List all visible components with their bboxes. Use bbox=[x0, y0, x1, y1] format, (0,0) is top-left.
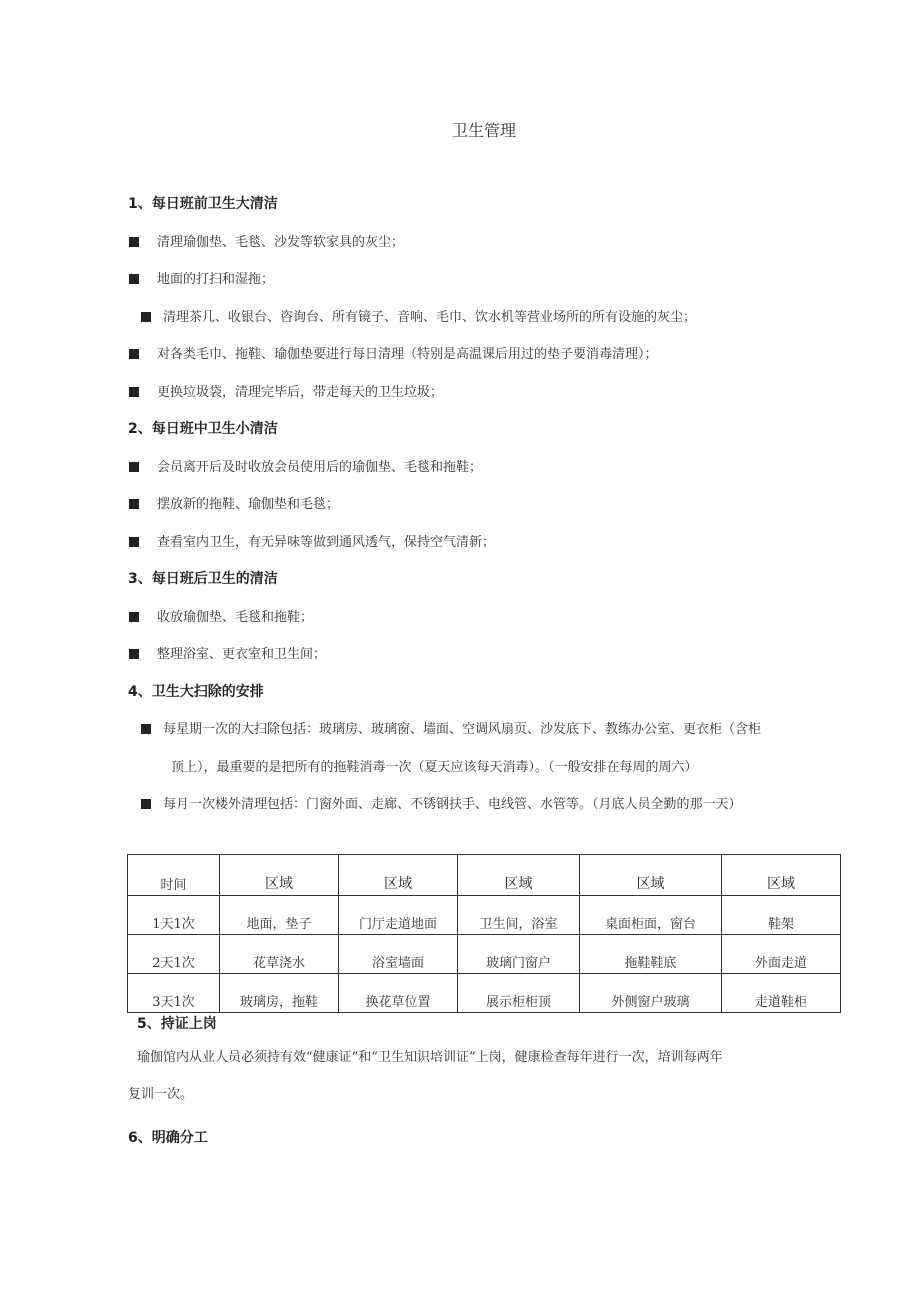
table-cell: 玻璃门窗户 bbox=[458, 935, 580, 974]
section-heading-5: 5、持证上岗 bbox=[137, 1016, 217, 1032]
list-item: 会员离开后及时收放会员使用后的瑜伽垫、毛毯和拖鞋； bbox=[129, 456, 482, 475]
section-heading-2: 2、每日班中卫生小清洁 bbox=[128, 421, 278, 437]
table-cell: 3天1次 bbox=[128, 974, 220, 1013]
square-bullet-icon bbox=[129, 237, 139, 247]
list-item: 对各类毛巾、拖鞋、瑜伽垫要进行每日清理（特别是高温课后用过的垫子要消毒清理）； bbox=[129, 343, 658, 362]
section-heading-1: 1、每日班前卫生大清洁 bbox=[128, 196, 278, 212]
table-cell: 拖鞋鞋底 bbox=[580, 935, 722, 974]
list-item: 收放瑜伽垫、毛毯和拖鞋； bbox=[129, 606, 313, 625]
paragraph-line: 复训一次。 bbox=[128, 1087, 194, 1102]
table-cell: 外侧窗户玻璃 bbox=[580, 974, 722, 1013]
table-cell: 外面走道 bbox=[722, 935, 841, 974]
table-cell: 走道鞋柜 bbox=[722, 974, 841, 1013]
list-item: 整理浴室、更衣室和卫生间； bbox=[129, 643, 326, 662]
list-item: 地面的打扫和湿拖； bbox=[129, 268, 274, 287]
table-header-cell: 区域 bbox=[339, 855, 458, 896]
table-cell: 鞋架 bbox=[722, 896, 841, 935]
table-header-cell: 区域 bbox=[458, 855, 580, 896]
square-bullet-icon bbox=[129, 387, 139, 397]
list-item: 更换垃圾袋，清理完毕后，带走每天的卫生垃圾； bbox=[129, 381, 443, 400]
table-cell: 玻璃房，拖鞋 bbox=[220, 974, 339, 1013]
table-header-cell: 区域 bbox=[220, 855, 339, 896]
table-row bbox=[128, 896, 841, 935]
table-cell: 1天1次 bbox=[128, 896, 220, 935]
table-cell: 展示柜柜顶 bbox=[458, 974, 580, 1013]
table-header-cell: 区域 bbox=[722, 855, 841, 896]
square-bullet-icon bbox=[129, 649, 139, 659]
square-bullet-icon bbox=[129, 537, 139, 547]
table-row bbox=[128, 974, 841, 1013]
schedule-table bbox=[127, 854, 841, 1013]
list-item: 每星期一次的大扫除包括：玻璃房、玻璃窗、墙面、空调风扇页、沙发底下、教练办公室、更衣柜（含柜 bbox=[141, 718, 761, 737]
page-title: 卫生管理 bbox=[451, 121, 516, 140]
table-cell: 门厅走道地面 bbox=[339, 896, 458, 935]
table-cell: 花草浇水 bbox=[220, 935, 339, 974]
list-item: 每月一次楼外清理包括：门窗外面、走廊、不锈钢扶手、电线管、水管等。（月底人员全勤的那一天） bbox=[141, 793, 742, 812]
table-row bbox=[128, 935, 841, 974]
section-heading-4: 4、卫生大扫除的安排 bbox=[128, 684, 264, 700]
section-heading-6: 6、明确分工 bbox=[128, 1130, 208, 1146]
table-cell: 浴室墙面 bbox=[339, 935, 458, 974]
list-item: 摆放新的拖鞋、瑜伽垫和毛毯； bbox=[129, 493, 339, 512]
square-bullet-icon bbox=[129, 499, 139, 509]
table-cell: 地面，垫子 bbox=[220, 896, 339, 935]
list-item: 清理茶几、收银台、咨询台、所有镜子、音响、毛巾、饮水机等营业场所的所有设施的灰尘； bbox=[141, 306, 696, 325]
table-header-cell: 时间 bbox=[128, 855, 220, 896]
square-bullet-icon bbox=[129, 274, 139, 284]
paragraph-line: 瑜伽馆内从业人员必须持有效“健康证”和“卫生知识培训证”上岗，健康检查每年进行一次，培训每两年 bbox=[137, 1050, 723, 1065]
table-cell: 换花草位置 bbox=[339, 974, 458, 1013]
list-item: 清理瑜伽垫、毛毯、沙发等软家具的灰尘； bbox=[129, 231, 404, 250]
table-cell: 2天1次 bbox=[128, 935, 220, 974]
square-bullet-icon bbox=[141, 312, 151, 322]
square-bullet-icon bbox=[129, 612, 139, 622]
square-bullet-icon bbox=[129, 462, 139, 472]
square-bullet-icon bbox=[129, 349, 139, 359]
square-bullet-icon bbox=[141, 724, 151, 734]
table-header-row bbox=[128, 855, 841, 896]
list-item-continuation: 顶上），最重要的是把所有的拖鞋消毒一次（夏天应该每天消毒）。（一般安排在每周的周六） bbox=[171, 760, 698, 775]
table-cell: 桌面柜面，窗台 bbox=[580, 896, 722, 935]
square-bullet-icon bbox=[141, 799, 151, 809]
list-item: 查看室内卫生，有无异味等做到通风透气，保持空气清新； bbox=[129, 531, 495, 550]
table-header-cell: 区域 bbox=[580, 855, 722, 896]
section-heading-3: 3、每日班后卫生的清洁 bbox=[128, 571, 278, 587]
table-cell: 卫生间，浴室 bbox=[458, 896, 580, 935]
